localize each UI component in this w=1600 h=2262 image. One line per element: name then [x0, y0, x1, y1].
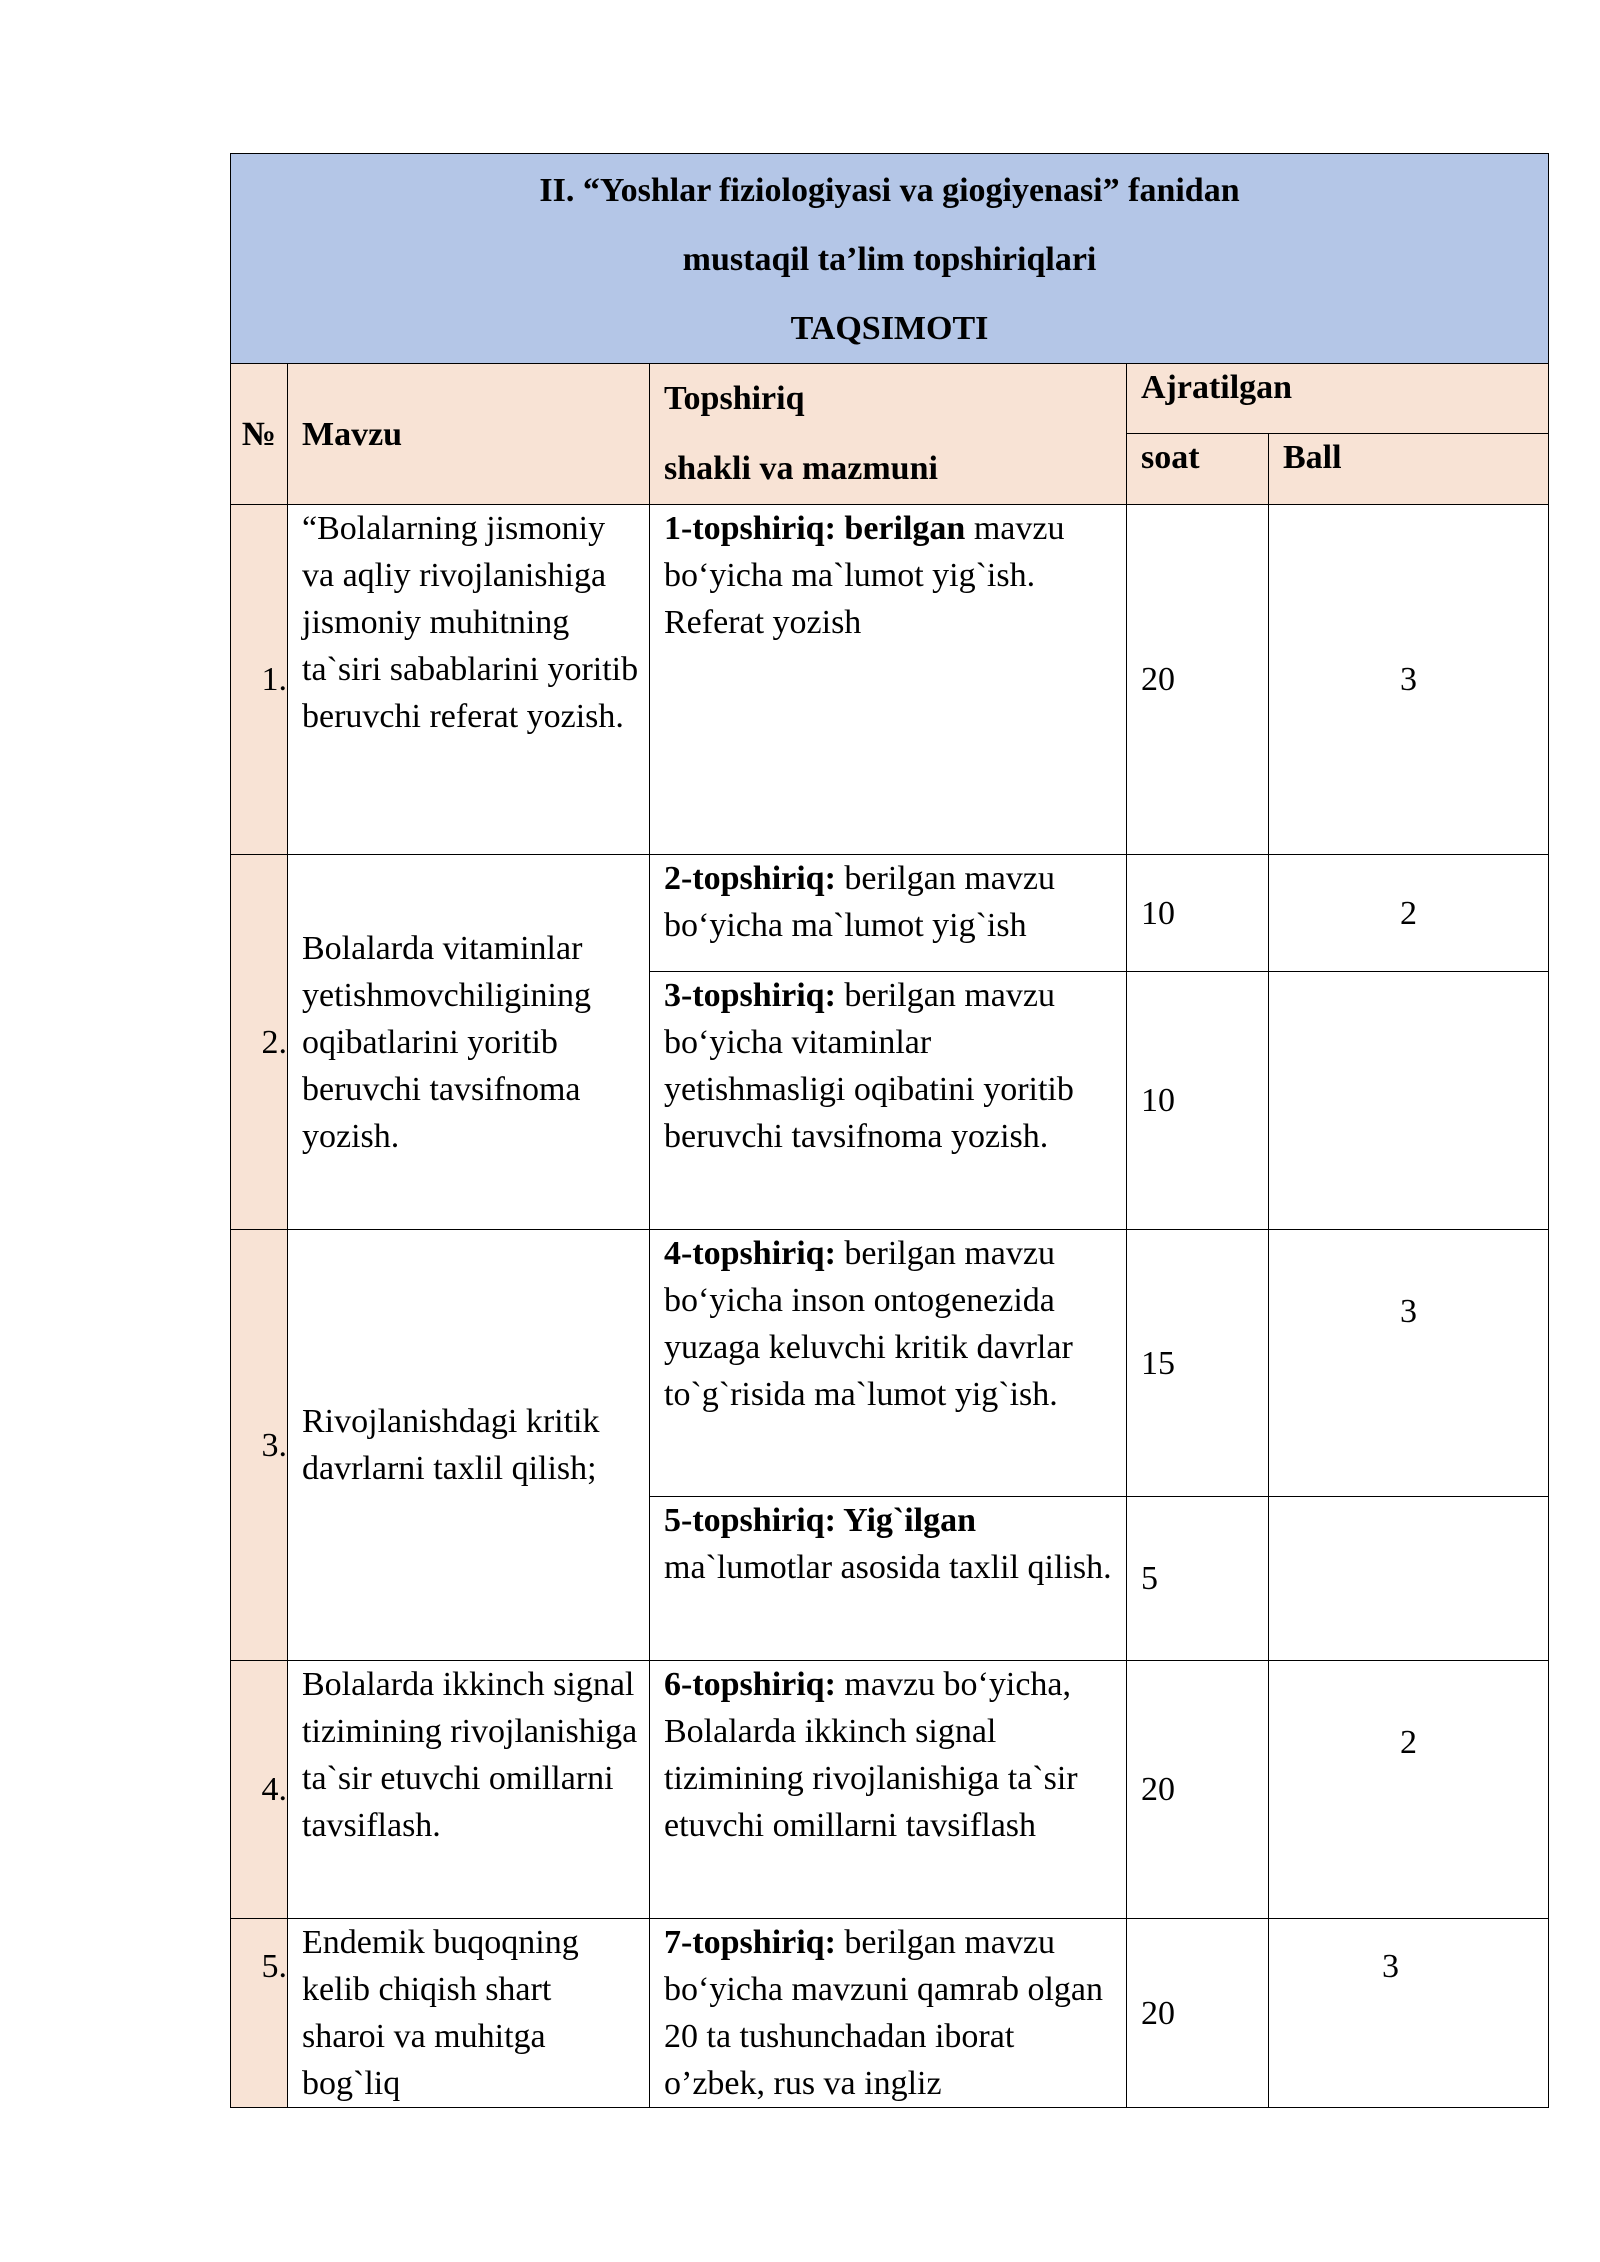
header-topshiriq-line-1: Topshiriq: [664, 380, 805, 417]
title-line-3: TAQSIMOTI: [790, 310, 989, 347]
ball-value: 3: [1269, 1230, 1549, 1497]
task-cell: [650, 1919, 1127, 2108]
task-label: 2-topshiriq:: [664, 860, 836, 897]
soat-value: 20: [1127, 505, 1269, 855]
row-mavzu: Bolalarda ikkinch signal tizimining rivojlanishiga ta`sir etuvchi omillarni tavsiflash.: [288, 1661, 650, 1919]
task-text: berilgan mavzu bo‘yicha vitaminlar yetishmasligi oqibatini yoritib beruvchi tavsifnoma yozish.: [664, 977, 1074, 1155]
row-number: 1.: [231, 505, 288, 855]
task-cell: [650, 972, 1127, 1230]
task-text: ma`lumotlar asosida taxlil qilish.: [664, 1549, 1112, 1586]
header-ball: Ball: [1269, 433, 1549, 504]
row-number: 2.: [231, 855, 288, 1230]
task-text: berilgan mavzu bo‘yicha mavzuni qamrab olgan 20 ta tushunchadan iborat o’zbek, rus va ingliz: [664, 1924, 1104, 2102]
table-row: [231, 505, 1549, 855]
header-num: №: [231, 364, 288, 505]
row-number: 3.: [231, 1230, 288, 1661]
table-row: [231, 1230, 1549, 1497]
ball-value: 2: [1269, 855, 1549, 972]
task-cell: [650, 855, 1127, 972]
task-label: 7-topshiriq:: [664, 1924, 836, 1961]
soat-value: 10: [1127, 972, 1269, 1230]
table-row: [231, 1919, 1549, 2108]
header-mavzu: Mavzu: [288, 364, 650, 505]
task-text: mavzu bo‘yicha ma`lumot yig`ish. Referat yozish: [664, 510, 1065, 641]
header-ajratilgan: Ajratilgan: [1127, 364, 1549, 434]
ball-value: 3: [1269, 1919, 1549, 2108]
title-line-1: II. “Yoshlar fiziologiyasi va giogiyenasi” fanidan: [539, 172, 1240, 209]
soat-value: 5: [1127, 1497, 1269, 1661]
task-label: 6-topshiriq:: [664, 1666, 836, 1703]
header-topshiriq-line-2: shakli va mazmuni: [664, 450, 938, 487]
task-label: 4-topshiriq:: [664, 1235, 836, 1272]
row-number: 4.: [231, 1661, 288, 1919]
distribution-table: [230, 153, 1549, 2108]
soat-value: 20: [1127, 1919, 1269, 2108]
soat-value: 15: [1127, 1230, 1269, 1497]
task-cell: [650, 505, 1127, 855]
task-cell: [650, 1230, 1127, 1497]
task-text: mavzu bo‘yicha, Bolalarda ikkinch signal tizimining rivojlanishiga ta`sir etuvchi omillarni tavsiflash: [664, 1666, 1078, 1844]
table-title: [231, 154, 1549, 364]
task-label: 3-topshiriq:: [664, 977, 836, 1014]
ball-value: 3: [1269, 505, 1549, 855]
table-row: [231, 1661, 1549, 1919]
row-mavzu: Endemik buqoqning kelib chiqish shart sharoi va muhitga bog`liq: [288, 1919, 650, 2108]
task-text: berilgan mavzu bo‘yicha ma`lumot yig`ish: [664, 860, 1055, 944]
row-number: 5.: [231, 1919, 288, 2108]
soat-value: 10: [1127, 855, 1269, 972]
task-text: berilgan mavzu bo‘yicha inson ontogenezida yuzaga keluvchi kritik davrlar to`g`risida ma`lumot yig`ish.: [664, 1235, 1073, 1413]
soat-value: 20: [1127, 1661, 1269, 1919]
table-row: [231, 855, 1549, 972]
title-row: [231, 154, 1549, 364]
header-row-1: [231, 364, 1549, 434]
task-label: 1-topshiriq: berilgan: [664, 510, 966, 547]
header-soat: soat: [1127, 433, 1269, 504]
title-line-2: mustaqil ta’lim topshiriqlari: [682, 241, 1097, 278]
ball-value: [1269, 1497, 1549, 1661]
ball-value: [1269, 972, 1549, 1230]
task-label: 5-topshiriq: Yig`ilgan: [664, 1502, 977, 1539]
ball-value: 2: [1269, 1661, 1549, 1919]
row-mavzu: Bolalarda vitaminlar yetishmovchiligining oqibatlarini yoritib beruvchi tavsifnoma yozish.: [288, 855, 650, 1230]
row-mavzu: “Bolalarning jismoniy va aqliy rivojlanishiga jismoniy muhitning ta`siri sabablarini yoritib beruvchi referat yozish.: [288, 505, 650, 855]
task-cell: [650, 1661, 1127, 1919]
header-topshiriq: [650, 364, 1127, 505]
row-mavzu: Rivojlanishdagi kritik davrlarni taxlil qilish;: [288, 1230, 650, 1661]
task-cell: [650, 1497, 1127, 1661]
